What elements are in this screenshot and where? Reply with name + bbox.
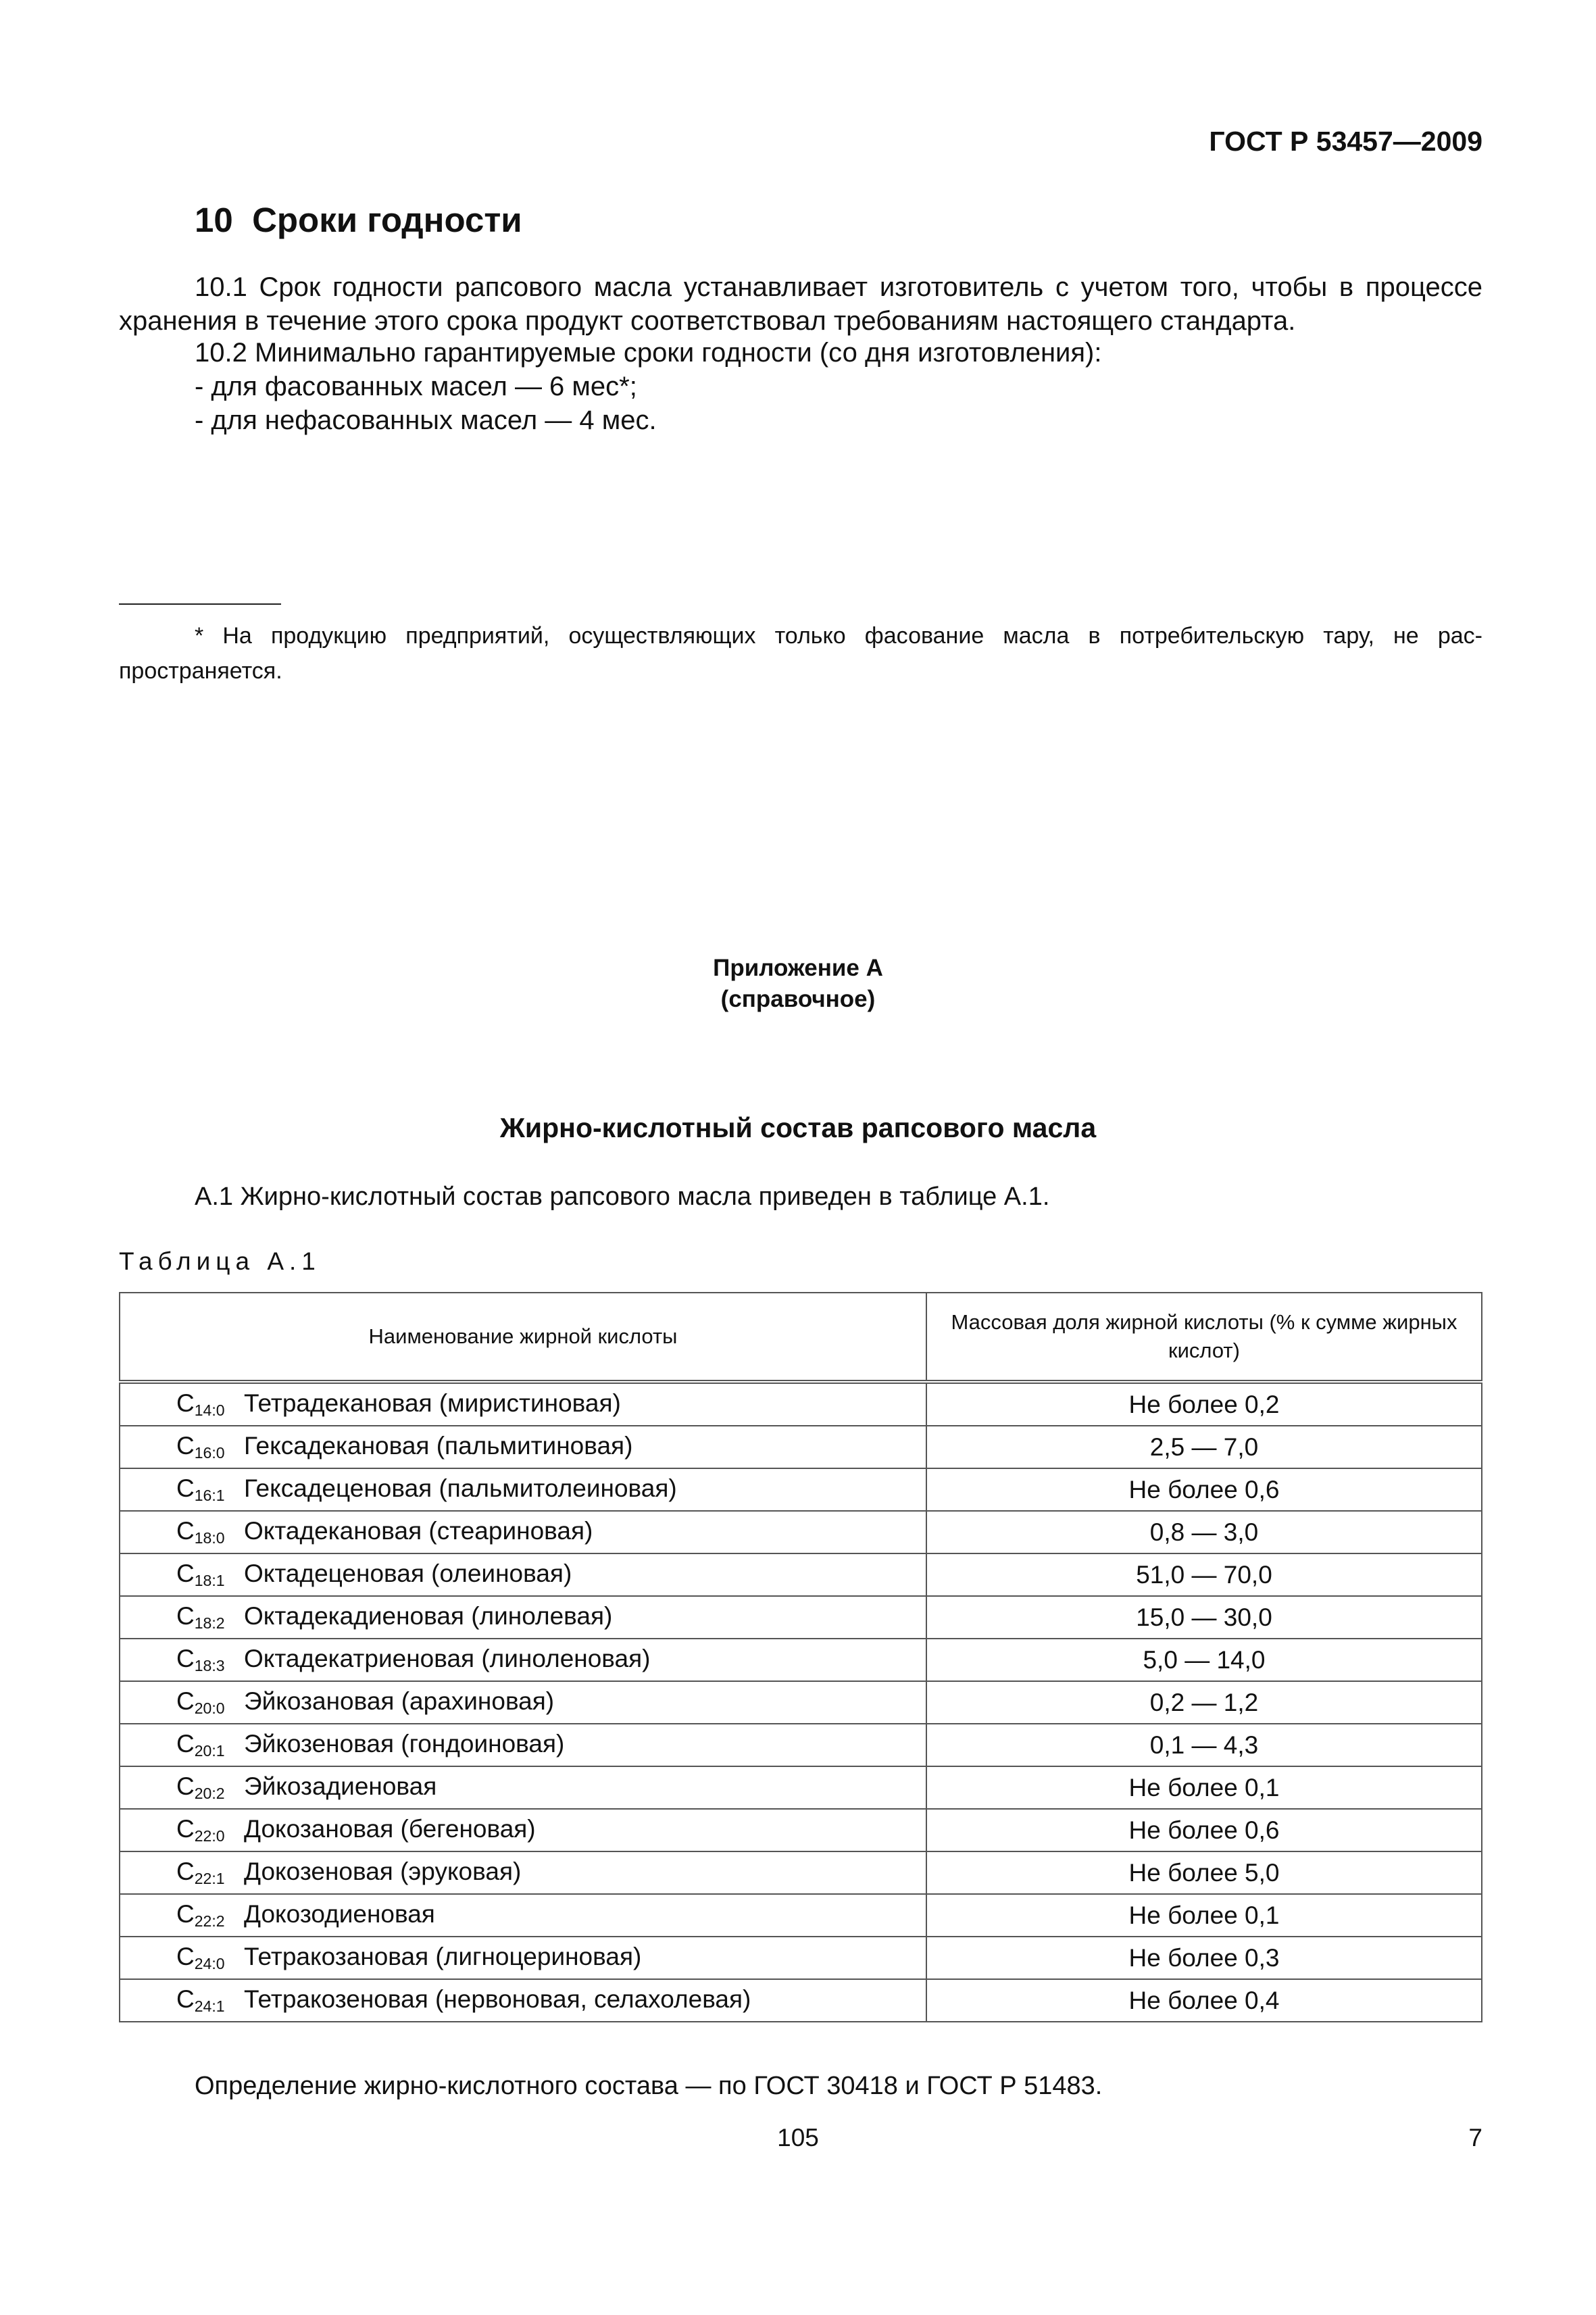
footnote <box>119 618 1482 689</box>
table-row <box>120 1639 1482 1681</box>
acid-name: Докозеновая (эруковая) <box>244 1858 522 1885</box>
acid-name: Октадекадиеновая (линолевая) <box>244 1602 613 1630</box>
acid-symbol-letter: C <box>176 1389 195 1417</box>
table-caption: Таблица А.1 <box>119 1247 321 1275</box>
acid-symbol-index: 20:1 <box>194 1742 225 1760</box>
acid-symbol <box>176 1560 244 1590</box>
footnote-divider <box>119 603 281 605</box>
acid-symbol-index: 18:0 <box>194 1529 225 1547</box>
mass-fraction-cell: 2,5 — 7,0 <box>926 1426 1482 1468</box>
acid-symbol-letter: C <box>176 1772 195 1800</box>
mass-fraction-cell: Не более 0,3 <box>926 1937 1482 1979</box>
paragraph-10-1 <box>119 270 1482 338</box>
acid-symbol-letter: C <box>176 1858 195 1885</box>
annex-name: Приложение А <box>713 955 883 981</box>
acid-symbol-index: 20:0 <box>194 1699 225 1717</box>
acid-symbol <box>176 1858 244 1888</box>
page-number-right: 7 <box>1468 2124 1482 2151</box>
acid-name: Докозодиеновая <box>244 1900 435 1928</box>
list-item: - для фасованных масел — 6 мес*; <box>195 372 637 401</box>
acid-symbol-letter: C <box>176 1815 195 1843</box>
table-row <box>120 1851 1482 1894</box>
acid-symbol-index: 18:2 <box>194 1614 225 1632</box>
list-item: - для нефасованных масел — 4 мес. <box>195 405 657 435</box>
mass-fraction-cell: 0,1 — 4,3 <box>926 1724 1482 1766</box>
mass-fraction-cell: 0,8 — 3,0 <box>926 1511 1482 1553</box>
acid-symbol-letter: C <box>176 1560 195 1587</box>
acid-symbol-letter: C <box>176 1985 195 2013</box>
table-row <box>120 1979 1482 2022</box>
acid-name-cell <box>120 1851 926 1894</box>
acid-symbol-index: 20:2 <box>194 1785 225 1802</box>
acid-symbol <box>176 1474 244 1505</box>
acid-symbol-index: 22:0 <box>194 1827 225 1845</box>
acid-symbol <box>176 1602 244 1633</box>
acid-symbol-index: 16:1 <box>194 1487 225 1504</box>
mass-fraction-cell: Не более 0,1 <box>926 1894 1482 1937</box>
acid-name-cell <box>120 1979 926 2022</box>
mass-fraction-cell: Не более 5,0 <box>926 1851 1482 1894</box>
acid-symbol-index: 18:3 <box>194 1657 225 1674</box>
acid-symbol-letter: C <box>176 1517 195 1545</box>
paragraph-10-1-line-1: 10.1 Срок годности рапсового масла устанавливает изготовитель с учетом того, чтобы в процессе <box>195 272 1482 302</box>
acid-symbol <box>176 1730 244 1760</box>
table-header-value: Массовая доля жирной кислоты (% к сумме жирных кислот) <box>926 1293 1482 1382</box>
table-row <box>120 1809 1482 1851</box>
acid-name: Докозановая (бегеновая) <box>244 1815 536 1843</box>
paragraph-10-2: 10.2 Минимально гарантируемые сроки годности (со дня изготовления): <box>195 338 1102 368</box>
acid-symbol-index: 24:0 <box>194 1955 225 1972</box>
acid-symbol <box>176 1943 244 1973</box>
table-row <box>120 1681 1482 1724</box>
acid-name: Тетракозановая (лигноцериновая) <box>244 1943 642 1970</box>
table-row <box>120 1468 1482 1511</box>
acid-symbol-letter: C <box>176 1943 195 1970</box>
mass-fraction-cell: Не более 0,6 <box>926 1468 1482 1511</box>
annex-title <box>0 953 1596 1015</box>
acid-name-cell <box>120 1468 926 1511</box>
acid-name-cell <box>120 1894 926 1937</box>
acid-name: Октадеценовая (олеиновая) <box>244 1560 572 1587</box>
acid-symbol-index: 24:1 <box>194 1997 225 2015</box>
acid-name-cell <box>120 1511 926 1553</box>
acid-name-cell <box>120 1382 926 1426</box>
acid-symbol-letter: C <box>176 1730 195 1758</box>
section-title: 10 Сроки годности <box>195 201 522 239</box>
acid-name-cell <box>120 1937 926 1979</box>
acid-symbol <box>176 1389 244 1420</box>
acid-name: Октадекановая (стеариновая) <box>244 1517 593 1545</box>
method-note: Определение жирно-кислотного состава — по ГОСТ 30418 и ГОСТ Р 51483. <box>195 2072 1103 2100</box>
table-row <box>120 1382 1482 1426</box>
acid-symbol-index: 14:0 <box>194 1401 225 1419</box>
footnote-line-1: * На продукцию предприятий, осуществляющих только фасование масла в потребительскую тару, не рас- <box>195 623 1482 649</box>
acid-name-cell <box>120 1596 926 1639</box>
acid-symbol <box>176 1985 244 2016</box>
table-row <box>120 1937 1482 1979</box>
table-row <box>120 1724 1482 1766</box>
table-row <box>120 1766 1482 1809</box>
acid-symbol-index: 22:2 <box>194 1912 225 1930</box>
mass-fraction-cell: Не более 0,6 <box>926 1809 1482 1851</box>
acid-name: Тетрадекановая (миристиновая) <box>244 1389 621 1417</box>
acid-symbol-index: 16:0 <box>194 1444 225 1462</box>
table-row <box>120 1596 1482 1639</box>
acid-name-cell <box>120 1553 926 1596</box>
annex-paragraph: А.1 Жирно-кислотный состав рапсового масла приведен в таблице А.1. <box>195 1183 1050 1211</box>
page-number: 105 <box>777 2124 819 2151</box>
acid-name: Эйкозановая (арахиновая) <box>244 1687 555 1715</box>
mass-fraction-cell: 15,0 — 30,0 <box>926 1596 1482 1639</box>
paragraph-10-1-line-2: хранения в течение этого срока продукт соответствовал требованиям настоящего стандарта. <box>119 306 1296 336</box>
acid-symbol <box>176 1900 244 1931</box>
acid-name: Тетракозеновая (нервоновая, селахолевая) <box>244 1985 751 2013</box>
acid-symbol-letter: C <box>176 1900 195 1928</box>
table-header-row <box>120 1293 1482 1382</box>
acid-symbol <box>176 1645 244 1675</box>
acid-symbol <box>176 1517 244 1547</box>
mass-fraction-cell: Не более 0,4 <box>926 1979 1482 2022</box>
annex-status: (справочное) <box>720 986 876 1012</box>
acid-name-cell <box>120 1809 926 1851</box>
acid-symbol-letter: C <box>176 1645 195 1672</box>
footnote-line-2: пространяется. <box>119 658 282 684</box>
table-row <box>120 1426 1482 1468</box>
fatty-acid-table <box>119 1292 1482 2022</box>
mass-fraction-cell: Не более 0,1 <box>926 1766 1482 1809</box>
acid-symbol-index: 18:1 <box>194 1572 225 1589</box>
acid-symbol <box>176 1432 244 1462</box>
acid-name-cell <box>120 1639 926 1681</box>
acid-symbol <box>176 1772 244 1803</box>
acid-name-cell <box>120 1426 926 1468</box>
acid-name-cell <box>120 1724 926 1766</box>
acid-symbol <box>176 1687 244 1718</box>
acid-name-cell <box>120 1766 926 1809</box>
acid-symbol-index: 22:1 <box>194 1870 225 1887</box>
table-row <box>120 1553 1482 1596</box>
acid-name: Гексадекановая (пальмитиновая) <box>244 1432 633 1460</box>
annex-heading: Жирно-кислотный состав рапсового масла <box>499 1112 1097 1143</box>
acid-name-cell <box>120 1681 926 1724</box>
acid-symbol-letter: C <box>176 1474 195 1502</box>
mass-fraction-cell: 0,2 — 1,2 <box>926 1681 1482 1724</box>
acid-name: Гексадеценовая (пальмитолеиновая) <box>244 1474 677 1502</box>
mass-fraction-cell: Не более 0,2 <box>926 1382 1482 1426</box>
mass-fraction-cell: 5,0 — 14,0 <box>926 1639 1482 1681</box>
table-row <box>120 1511 1482 1553</box>
acid-symbol-letter: C <box>176 1602 195 1630</box>
acid-symbol-letter: C <box>176 1687 195 1715</box>
acid-name: Эйкозеновая (гондоиновая) <box>244 1730 565 1758</box>
acid-symbol <box>176 1815 244 1845</box>
acid-name: Октадекатриеновая (линоленовая) <box>244 1645 651 1672</box>
mass-fraction-cell: 51,0 — 70,0 <box>926 1553 1482 1596</box>
table-body <box>120 1382 1482 2022</box>
table-header-name: Наименование жирной кислоты <box>120 1293 926 1382</box>
table-row <box>120 1894 1482 1937</box>
acid-symbol-letter: C <box>176 1432 195 1460</box>
standard-code: ГОСТ Р 53457—2009 <box>1209 126 1482 157</box>
acid-name: Эйкозадиеновая <box>244 1772 437 1800</box>
